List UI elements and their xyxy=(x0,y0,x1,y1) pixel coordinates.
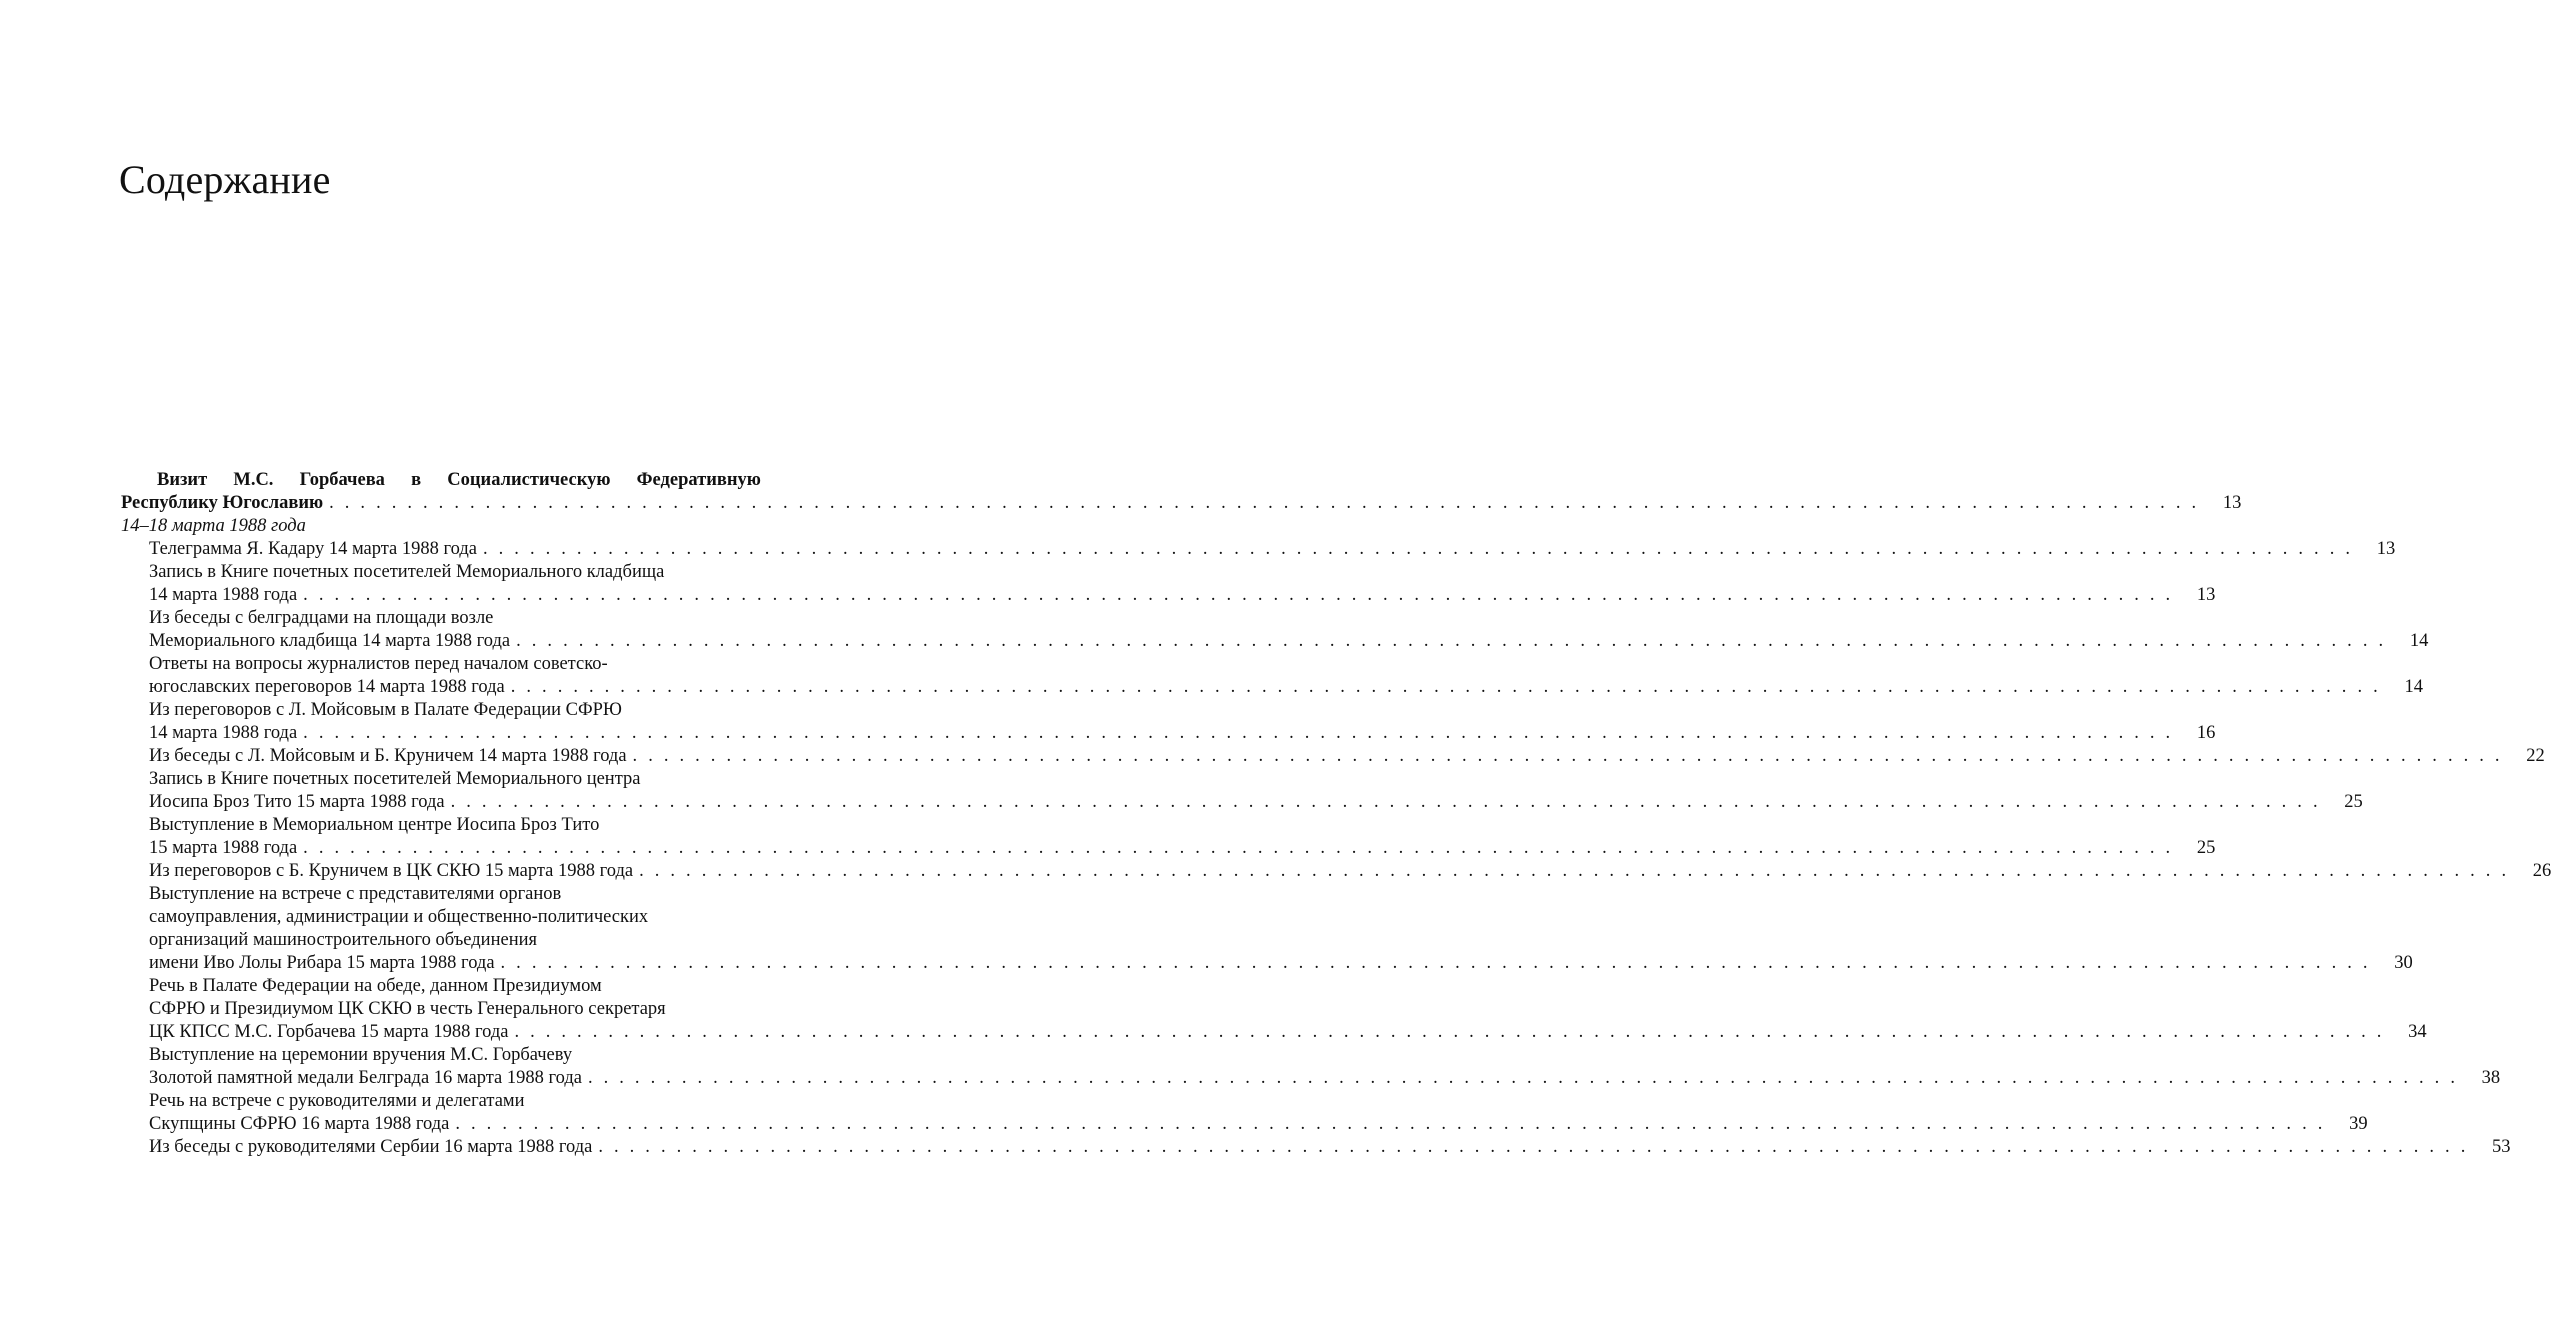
toc-entry-line: Золотой памятной медали Белграда 16 марта 1988 года xyxy=(149,1068,582,1088)
toc-entry[interactable] xyxy=(121,745,2545,768)
toc-entry-line: Выступление в Мемориальном центре Иосипа Броз Тито xyxy=(149,815,600,835)
toc-entry-line: СФРЮ и Президиумом ЦК СКЮ в честь Генерального секретаря xyxy=(149,999,666,1019)
toc-entry-last-line xyxy=(149,860,2551,883)
toc-entry-line: Выступление на встрече с представителями органов xyxy=(149,884,562,904)
toc-entry-last-line xyxy=(149,584,2216,607)
toc-entry-line: югославских переговоров 14 марта 1988 года xyxy=(149,677,505,697)
toc-entry[interactable] xyxy=(121,814,2216,860)
page-number: 16 xyxy=(2196,723,2216,743)
toc-entry-last-line xyxy=(149,745,2545,768)
toc-entry-line: Выступление на церемонии вручения М.С. Горбачеву xyxy=(149,1045,573,1065)
dot-leader: . . . . . . . . . . . . . . . . . . . . . . . . . . . . . . . . . . . . . . . . . . . . . . . . . . . . . . . . . . . . . . . . . . . . . . . . . . . . . . . . . . . . . . . . . . . . . . . . . . . . . . . . . . . . . . . . . . . . . . . . xyxy=(450,792,2321,812)
toc-entry-line: Из переговоров с Б. Круничем в ЦК СКЮ 15 марта 1988 года xyxy=(149,861,634,881)
dot-leader: . . . . . . . . . . . . . . . . . . . . . . . . . . . . . . . . . . . . . . . . . . . . . . . . . . . . . . . . . . . . . . . . . . . . . . . . . . . . . . . . . . . . . . . . . . . . . . . . . . . . . . . . . . . . . . . . . . . . . . . . xyxy=(598,1137,2469,1157)
dot-leader: . . . . . . . . . . . . . . . . . . . . . . . . . . . . . . . . . . . . . . . . . . . . . . . . . . . . . . . . . . . . . . . . . . . . . . . . . . . . . . . . . . . . . . . . . . . . . . . . . . . . . . . . . . . . . . . . . . . . . . . . xyxy=(639,861,2510,881)
toc-entry[interactable] xyxy=(121,653,2423,699)
toc-entry-line: Иосипа Броз Тито 15 марта 1988 года xyxy=(149,792,445,812)
page-number: 14 xyxy=(2409,631,2429,651)
section-title-word: Визит xyxy=(157,470,208,490)
page-number: 25 xyxy=(2196,838,2216,858)
dot-leader: . . . . . . . . . . . . . . . . . . . . . . . . . . . . . . . . . . . . . . . . . . . . . . . . . . . . . . . . . . . . . . . . . . . . . . . . . . . . . . . . . . . . . . . . . . . . . . . . . . . . . . . . . . . . . . . . . . . . . . . . xyxy=(514,1022,2385,1042)
toc-entry-last-line xyxy=(149,837,2216,860)
dot-leader: . . . . . . . . . . . . . . . . . . . . . . . . . . . . . . . . . . . . . . . . . . . . . . . . . . . . . . . . . . . . . . . . . . . . . . . . . . . . . . . . . . . . . . . . . . . . . . . . . . . . . . . . . . . . . . . . . . . . . . . . xyxy=(303,838,2174,858)
page-number: 13 xyxy=(2222,493,2242,513)
toc-entry[interactable] xyxy=(121,1090,2368,1136)
toc-entry-last-line xyxy=(149,1021,2427,1044)
section-title-word: Социалистическую xyxy=(447,470,611,490)
section-title-text: Республику Югославию xyxy=(121,493,324,513)
toc-entry-line: Из переговоров с Л. Мойсовым в Палате Федерации СФРЮ xyxy=(149,700,622,720)
page-title: Содержание xyxy=(119,157,331,202)
toc-entry[interactable] xyxy=(121,538,2396,561)
toc-entry-line: Скупщины СФРЮ 16 марта 1988 года xyxy=(149,1114,450,1134)
toc-entry-line: 14 марта 1988 года xyxy=(149,723,298,743)
page-number: 13 xyxy=(2376,539,2396,559)
toc-entry-last-line xyxy=(149,1136,2511,1159)
toc-entry-last-line xyxy=(149,791,2363,814)
page-number: 22 xyxy=(2526,746,2545,766)
toc-entry-line: Запись в Книге почетных посетителей Мемориального кладбища xyxy=(149,562,665,582)
page-number: 53 xyxy=(2492,1137,2511,1157)
toc-entry[interactable] xyxy=(121,975,2427,1044)
page-number: 25 xyxy=(2344,792,2363,812)
section-date: 14–18 марта 1988 года xyxy=(121,516,306,536)
page-number: 34 xyxy=(2408,1022,2427,1042)
page-number: 38 xyxy=(2481,1068,2501,1088)
toc-entry-line: Речь в Палате Федерации на обеде, данном Президиумом xyxy=(149,976,602,996)
dot-leader: . . . . . . . . . . . . . . . . . . . . . . . . . . . . . . . . . . . . . . . . . . . . . . . . . . . . . . . . . . . . . . . . . . . . . . . . . . . . . . . . . . . . . . . . . . . . . . . . . . . . . . . . . . . . . . . . . . . . . . . . xyxy=(510,677,2381,697)
toc-entry-line: ЦК КПСС М.С. Горбачева 15 марта 1988 года xyxy=(149,1022,509,1042)
dot-leader: . . . . . . . . . . . . . . . . . . . . . . . . . . . . . . . . . . . . . . . . . . . . . . . . . . . . . . . . . . . . . . . . . . . . . . . . . . . . . . . . . . . . . . . . . . . . . . . . . . . . . . . . . . . . . . . . . . . . . . . . xyxy=(303,723,2174,743)
dot-leader: . . . . . . . . . . . . . . . . . . . . . . . . . . . . . . . . . . . . . . . . . . . . . . . . . . . . . . . . . . . . . . . . . . . . . . . . . . . . . . . . . . . . . . . . . . . . . . . . . . . . . . . . . . . . . . . . . . . . . . . . xyxy=(483,539,2354,559)
toc-entry[interactable] xyxy=(121,860,2551,883)
section-title-word: Горбачева xyxy=(299,470,385,490)
page-number: 39 xyxy=(2349,1114,2368,1134)
toc-entry-line: Речь на встрече с руководителями и делегатами xyxy=(149,1091,525,1111)
toc-entry-line: Из беседы с Л. Мойсовым и Б. Круничем 14 марта 1988 года xyxy=(149,746,627,766)
toc-entry-line: 14 марта 1988 года xyxy=(149,585,298,605)
dot-leader: . . . . . . . . . . . . . . . . . . . . . . . . . . . . . . . . . . . . . . . . . . . . . . . . . . . . . . . . . . . . . . . . . . . . . . . . . . . . . . . . . . . . . . . . . . . . . . . . . . . . . . . . . . . . . . . . . . . . . . . . xyxy=(587,1068,2459,1088)
toc-entry-line: 15 марта 1988 года xyxy=(149,838,298,858)
section-title-word: в xyxy=(411,470,422,490)
toc-entry-line: Ответы на вопросы журналистов перед началом советско- xyxy=(149,654,608,674)
toc-entry-line: Запись в Книге почетных посетителей Мемориального центра xyxy=(149,769,641,789)
toc-entry-last-line xyxy=(149,722,2216,745)
toc-entry-last-line xyxy=(149,1113,2368,1136)
toc-entry[interactable] xyxy=(121,883,2413,975)
toc-entry-line: самоуправления, администрации и общественно-политических xyxy=(149,907,649,927)
toc-entry[interactable] xyxy=(121,607,2429,653)
toc-entry-last-line xyxy=(149,676,2423,699)
page-number: 14 xyxy=(2404,677,2423,697)
dot-leader: . . . . . . . . . . . . . . . . . . . . . . . . . . . . . . . . . . . . . . . . . . . . . . . . . . . . . . . . . . . . . . . . . . . . . . . . . . . . . . . . . . . . . . . . . . . . . . . . . . . . . . . . . . . . . . . . . . . . . . . . xyxy=(632,746,2503,766)
toc-entry[interactable] xyxy=(121,561,2216,607)
dot-leader: . . . . . . . . . . . . . . . . . . . . . . . . . . . . . . . . . . . . . . . . . . . . . . . . . . . . . . . . . . . . . . . . . . . . . . . . . . . . . . . . . . . . . . . . . . . . . . . . . . . . . . . . . . . . . . . . . . . . . . . . xyxy=(329,493,2200,513)
toc-entry[interactable] xyxy=(121,768,2363,814)
section-title-line-1 xyxy=(121,469,761,492)
toc-entry-line: организаций машиностроительного объединения xyxy=(149,930,538,950)
toc-entry-line: имени Иво Лолы Рибара 15 марта 1988 года xyxy=(149,953,495,973)
dot-leader: . . . . . . . . . . . . . . . . . . . . . . . . . . . . . . . . . . . . . . . . . . . . . . . . . . . . . . . . . . . . . . . . . . . . . . . . . . . . . . . . . . . . . . . . . . . . . . . . . . . . . . . . . . . . . . . . . . . . . . . . xyxy=(303,585,2174,605)
toc-entry-last-line xyxy=(149,952,2413,975)
section-title-line-2[interactable] xyxy=(121,492,2242,515)
toc-entry-line: Из беседы с белградцами на площади возле xyxy=(149,608,494,628)
toc-entry-line: Из беседы с руководителями Сербии 16 марта 1988 года xyxy=(149,1137,593,1157)
toc-entries xyxy=(121,538,2551,1159)
toc-entry[interactable] xyxy=(121,699,2216,745)
dot-leader: . . . . . . . . . . . . . . . . . . . . . . . . . . . . . . . . . . . . . . . . . . . . . . . . . . . . . . . . . . . . . . . . . . . . . . . . . . . . . . . . . . . . . . . . . . . . . . . . . . . . . . . . . . . . . . . . . . . . . . . . xyxy=(516,631,2387,651)
toc-entry-line: Мемориального кладбища 14 марта 1988 года xyxy=(149,631,511,651)
toc-entry[interactable] xyxy=(121,1044,2501,1090)
dot-leader: . . . . . . . . . . . . . . . . . . . . . . . . . . . . . . . . . . . . . . . . . . . . . . . . . . . . . . . . . . . . . . . . . . . . . . . . . . . . . . . . . . . . . . . . . . . . . . . . . . . . . . . . . . . . . . . . . . . . . . . . xyxy=(500,953,2371,973)
toc-entry[interactable] xyxy=(121,1136,2511,1159)
section-title-word: Федеративную xyxy=(636,470,761,490)
toc-entry-last-line xyxy=(149,630,2429,653)
toc-entry-line: Телеграмма Я. Кадару 14 марта 1988 года xyxy=(149,539,477,559)
page-number: 30 xyxy=(2394,953,2413,973)
section-title-word: М.С. xyxy=(233,470,274,490)
toc-entry-last-line xyxy=(149,538,2396,561)
table-of-contents xyxy=(121,469,2551,1159)
page-number: 26 xyxy=(2532,861,2551,881)
page-number: 13 xyxy=(2196,585,2216,605)
dot-leader: . . . . . . . . . . . . . . . . . . . . . . . . . . . . . . . . . . . . . . . . . . . . . . . . . . . . . . . . . . . . . . . . . . . . . . . . . . . . . . . . . . . . . . . . . . . . . . . . . . . . . . . . . . . . . . . . . . . . . . . . xyxy=(455,1114,2326,1134)
toc-entry-last-line xyxy=(149,1067,2501,1090)
